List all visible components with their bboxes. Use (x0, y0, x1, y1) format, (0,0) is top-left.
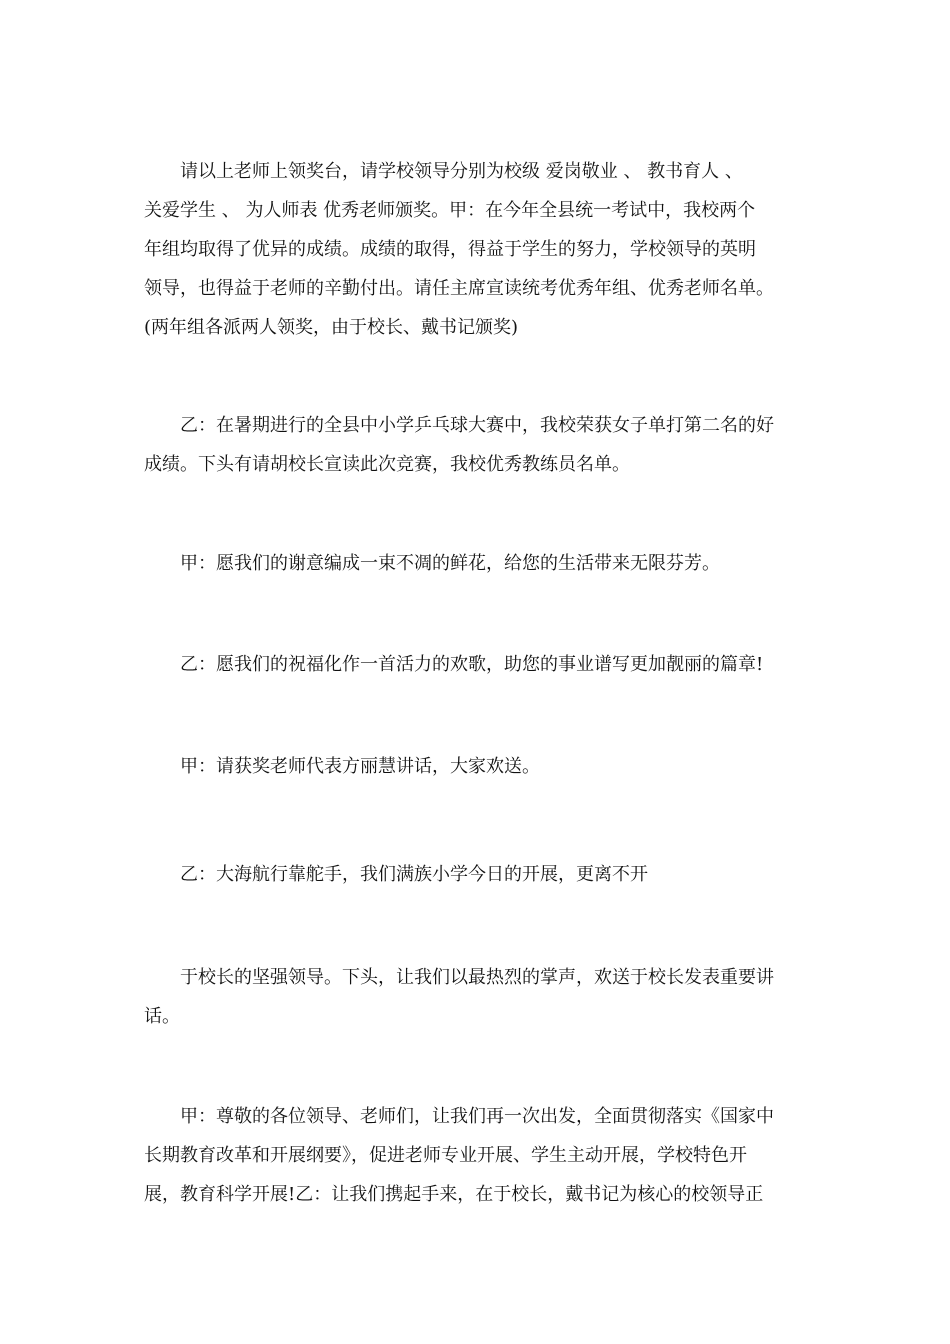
text-line: 甲：尊敬的各位领导、老师们，让我们再一次出发，全面贯彻落实《国家中 (180, 1106, 774, 1127)
text-line: 领导，也得益于老师的辛勤付出。请任主席宣读统考优秀年组、优秀老师名单。 (144, 278, 774, 299)
paragraph-blessing-song (144, 645, 808, 684)
text-line: 于校长的坚强领导。下头，让我们以最热烈的掌声，欢送于校长发表重要讲 (180, 967, 774, 988)
text-line: 年组均取得了优异的成绩。成绩的取得，得益于学生的努力，学校领导的英明 (144, 239, 756, 260)
text-line: 话。 (144, 1006, 180, 1027)
paragraph-thanks-flowers (144, 544, 808, 583)
text-line: 乙：大海航行靠舵手，我们满族小学今日的开展，更离不开 (180, 864, 648, 885)
text-line: 乙：愿我们的祝福化作一首活力的欢歌，助您的事业谱写更加靓丽的篇章! (180, 654, 764, 675)
text-line: 成绩。下头有请胡校长宣读此次竞赛，我校优秀教练员名单。 (144, 454, 630, 475)
text-line: 长期教育改革和开展纲要》，促进老师专业开展、学生主动开展，学校特色开 (144, 1145, 747, 1166)
text-line: 请以上老师上领奖台，请学校领导分别为校级 爱岗敬业 、 教书育人 、 (180, 161, 743, 182)
paragraph-award-intro (144, 152, 808, 347)
text-line: 乙：在暑期进行的全县中小学乒乓球大赛中，我校荣获女子单打第二名的好 (180, 415, 774, 436)
text-line: 甲：愿我们的谢意编成一束不凋的鲜花，给您的生活带来无限芬芳。 (180, 553, 720, 574)
text-line: (两年组各派两人领奖，由于校长、戴书记颁奖) (144, 317, 519, 338)
text-line: 关爱学生 、 为人师表 优秀老师颁奖。甲：在今年全县统一考试中，我校两个 (144, 200, 756, 221)
paragraph-pingpong (144, 406, 808, 484)
paragraph-principal-speech (144, 958, 808, 1036)
paragraph-closing (144, 1097, 808, 1214)
paragraph-teacher-speech (144, 747, 808, 786)
text-line: 展，教育科学开展!乙：让我们携起手来，在于校长，戴书记为核心的校领导正 (144, 1184, 764, 1205)
paragraph-helmsman (144, 855, 808, 894)
text-line: 甲：请获奖老师代表方丽慧讲话，大家欢送。 (180, 756, 540, 777)
